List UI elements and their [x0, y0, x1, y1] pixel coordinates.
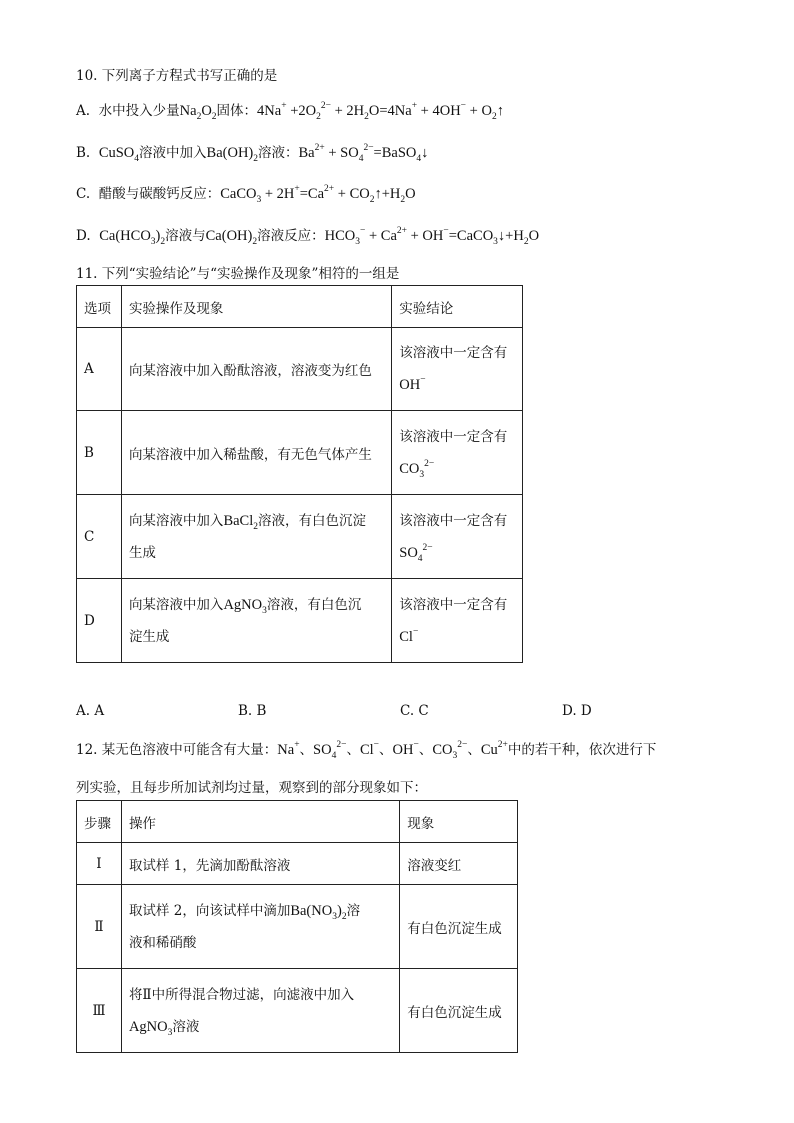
conclusion-cell — [392, 579, 523, 663]
operation-cell: 将Ⅱ中所得混合物过滤，向滤液中加入 AgNO$_3$溶液 — [121, 969, 399, 1053]
step-cell: Ⅰ — [77, 843, 122, 885]
operation-text: 将Ⅱ中所得混合物过滤，向滤液中加入 — [128, 986, 355, 1003]
operation-cell: 向某溶液中加入BaCl$_2$溶液，有白色沉淀 生成 — [121, 495, 391, 579]
table-header-row — [77, 801, 518, 843]
operation-cell: 取试样 1，先滴加酚酞溶液 — [121, 843, 399, 885]
conclusion-text: 该溶液中一定含有 — [399, 512, 508, 529]
q11-stem: 11. 下列“实验结论”与“实验操作及现象”相符的一组是 — [76, 266, 400, 282]
ion-formula: $CO_3^{2-}$ — [399, 458, 435, 480]
option-text: 固体： — [216, 103, 258, 119]
option-text: 溶液中加入 — [139, 145, 207, 161]
table-header-row — [77, 286, 523, 328]
q10-option-b: B. CuSO$_4$溶液中加入$Ba(OH)_2$溶液：$Ba^{2+}$ + $SO_4^{2-}=BaSO_4↓$ — [76, 143, 429, 164]
q12-table — [76, 800, 518, 1053]
table-row — [77, 885, 518, 969]
conclusion-cell — [392, 328, 523, 411]
operation-text: 溶液 — [172, 1018, 200, 1035]
stem-text: 中的若干种，依次进行下 — [507, 742, 657, 758]
q10-option-c — [76, 182, 416, 203]
ion-formula: Cl− — [399, 626, 419, 645]
equation: CaCO$_3$ + $2H^+=Ca^{2+}$ + $CO_2↑+H_2O$ — [220, 184, 416, 205]
option-cell: A — [77, 328, 122, 411]
observation-cell: 有白色沉淀生成 — [400, 969, 518, 1053]
operation-text: 向某溶液中加入 — [128, 596, 224, 613]
operation-text: 溶 — [346, 902, 361, 919]
q12-stem-line2: 列实验，且每步所加试剂均过量，观察到的部分现象如下： — [76, 780, 427, 796]
q11-table — [76, 285, 523, 663]
equation: $Ba^{2+}$ + $SO_4^{2-}=BaSO_4↓$ — [298, 143, 429, 164]
table-row — [77, 495, 523, 579]
option-cell: B — [77, 411, 122, 495]
ion-formula: $SO_4^{2-}$ — [399, 542, 433, 564]
table-row — [77, 969, 518, 1053]
option-cell: D — [77, 579, 122, 663]
answer-option-b: B. B — [238, 703, 267, 719]
option-letter: D. — [76, 228, 91, 244]
operation-text: 生成 — [128, 544, 156, 561]
answer-option-d: D. D — [562, 703, 592, 719]
operation-text: 取试样 2，向该试样中滴加 — [128, 902, 291, 919]
observation-cell: 有白色沉淀生成 — [400, 885, 518, 969]
operation-text: 溶液，有白色沉 — [266, 596, 362, 613]
operation-text: 溶液，有白色沉淀 — [258, 512, 366, 529]
q10-stem: 10. 下列离子方程式书写正确的是 — [76, 68, 278, 84]
conclusion-cell — [392, 495, 523, 579]
header-cell: 操作 — [121, 801, 399, 843]
observation-cell: 溶液变红 — [400, 843, 518, 885]
header-cell: 步骤 — [77, 801, 122, 843]
step-cell: Ⅱ — [77, 885, 122, 969]
operation-cell: 取试样 2，向该试样中滴加$Ba(NO_3)_2$溶 液和稀硝酸 — [121, 885, 399, 969]
option-text: 溶液与 — [165, 228, 206, 244]
table-row — [77, 411, 523, 495]
option-text: 溶液反应： — [257, 228, 325, 244]
ion-formula: OH− — [399, 375, 426, 393]
table-row — [77, 843, 518, 885]
header-cell: 现象 — [400, 801, 518, 843]
ion-list: Na+ — [277, 740, 300, 758]
q10-option-a: A. 水中投入少量$Na_2O_2$固体：$4Na^+ +2O_2^{2-} + 2H_2O=4Na^+ + 4OH^-$ + $O_2↑$ — [76, 101, 504, 122]
operation-cell: 向某溶液中加入AgNO$_3$溶液，有白色沉 淀生成 — [121, 579, 391, 663]
equation: $HCO_3^- + Ca^{2+}$ + $OH^-=CaCO_3↓+H_2O$ — [324, 226, 540, 247]
option-text: 水中投入少量 — [98, 103, 180, 119]
option-letter: A. — [76, 103, 91, 119]
operation-text: 液和稀硝酸 — [128, 934, 197, 951]
conclusion-cell — [392, 411, 523, 495]
conclusion-text: 该溶液中一定含有 — [399, 428, 508, 445]
equation: $4Na^+ +2O_2^{2-} + 2H_2O=4Na^+ + 4OH^-$ + $O_2↑$ — [257, 101, 504, 122]
table-row — [77, 579, 523, 663]
operation-text: 淀生成 — [128, 628, 170, 645]
operation-cell: 向某溶液中加入酚酞溶液，溶液变为红色 — [121, 328, 391, 411]
header-cell: 实验结论 — [392, 286, 523, 328]
option-text: 溶液： — [258, 145, 299, 161]
step-cell: Ⅲ — [77, 969, 122, 1053]
conclusion-text: 该溶液中一定含有 — [399, 596, 508, 613]
q10-option-d: D. $Ca(HCO_3)_2$溶液与$Ca(OH)_2$溶液反应：$HCO_3^- + Ca^{2+}$ + $OH^-=CaCO_3↓+H_2O$ — [76, 226, 540, 247]
option-text: 醋酸与碳酸钙反应： — [98, 186, 221, 202]
option-cell: C — [77, 495, 122, 579]
stem-text: 12. 某无色溶液中可能含有大量： — [76, 742, 278, 758]
operation-text: 向某溶液中加入 — [128, 512, 224, 529]
answer-option-a: A. A — [76, 703, 105, 719]
q12-stem-line1: 12. 某无色溶液中可能含有大量：Na+、$SO_4^{2-}$、Cl−、OH−、$CO_3^{2-}$、$Cu^{2+}$中的若干种，依次进行下 — [76, 740, 657, 761]
option-letter: C. — [76, 186, 91, 202]
answer-option-c: C. C — [400, 703, 429, 719]
header-cell: 实验操作及现象 — [121, 286, 391, 328]
option-letter: B. — [76, 145, 91, 161]
conclusion-text: 该溶液中一定含有 — [399, 345, 508, 361]
header-cell: 选项 — [77, 286, 122, 328]
table-row — [77, 328, 523, 411]
q11-answer-options — [76, 703, 636, 723]
operation-cell: 向某溶液中加入稀盐酸，有无色气体产生 — [121, 411, 391, 495]
